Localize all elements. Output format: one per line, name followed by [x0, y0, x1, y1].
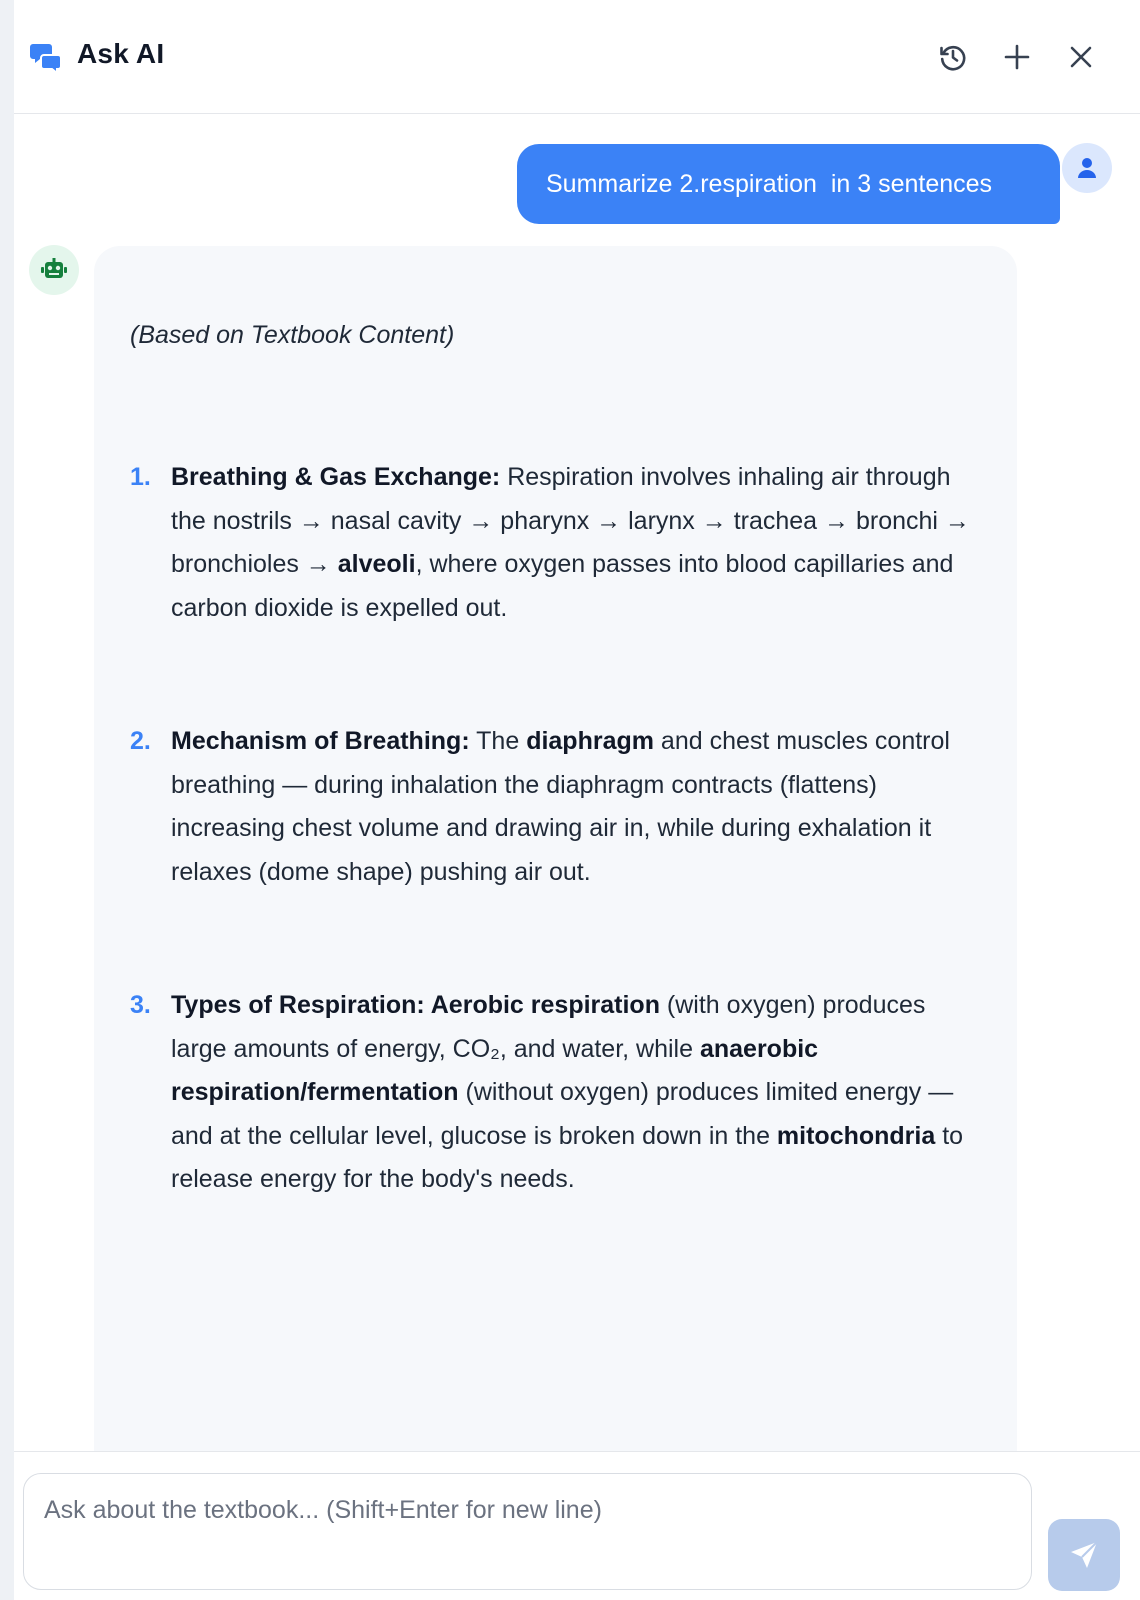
item-text — [171, 720, 981, 894]
plus-icon — [1001, 41, 1033, 73]
chat-messages[interactable] — [14, 115, 1140, 1451]
send-icon — [1067, 1538, 1101, 1572]
user-message: Summarize 2.respiration in 3 sentences — [517, 144, 1060, 224]
bold-text: Types of Respiration: Aerobic respiration — [171, 991, 660, 1019]
close-button[interactable] — [1061, 37, 1101, 77]
text-segment: (without oxygen) produces limited energy — and at the cellular level, glucose is broken down in the — [171, 1078, 954, 1150]
user-avatar — [1062, 143, 1112, 193]
history-button[interactable] — [933, 37, 973, 77]
input-area — [14, 1451, 1140, 1600]
bold-text: mitochondria — [776, 1121, 936, 1150]
item-number: 2. — [130, 727, 151, 755]
text-segment: The — [469, 727, 527, 755]
text-segment: and chest muscles control breathing — during inhalation the diaphragm contracts (flattens) increasing chest volume and drawing air in, while during exhalation it relaxes (dome shape) pushing air out. — [171, 727, 950, 886]
user-icon — [1076, 156, 1098, 180]
assistant-message — [94, 246, 1017, 1451]
bold-text: anaerobic respiration/fermentation — [171, 1034, 819, 1106]
text-segment: , where oxygen passes into blood capillaries and carbon dioxide is expelled out. — [171, 550, 954, 622]
bold-text: Mechanism of Breathing: — [171, 727, 470, 755]
text-segment: Respiration involves inhaling air through the nostrils → nasal cavity → pharynx → larynx → trachea → bronchi → bronchioles → — [171, 463, 970, 578]
robot-icon — [39, 257, 69, 283]
chat-bubbles-icon — [30, 40, 64, 74]
new-chat-button[interactable] — [997, 37, 1037, 77]
text-segment: to release energy for the body's needs. — [171, 1121, 964, 1193]
ask-ai-panel — [14, 0, 1140, 1600]
item-text — [171, 456, 981, 630]
item-number: 1. — [130, 463, 151, 491]
item-number: 3. — [130, 991, 151, 1019]
panel-title: Ask AI — [77, 38, 165, 69]
bold-text: diaphragm — [526, 727, 654, 755]
assistant-avatar — [29, 245, 79, 295]
item-text — [171, 984, 981, 1202]
bold-text: Breathing & Gas Exchange: — [171, 463, 501, 491]
text-segment: (with oxygen) produces large amounts of energy, CO₂, and water, while — [171, 991, 926, 1063]
message-input[interactable] — [23, 1473, 1032, 1590]
header — [14, 0, 1140, 114]
history-icon — [937, 41, 969, 73]
close-icon — [1065, 41, 1097, 73]
bold-text: alveoli — [337, 550, 416, 578]
send-button[interactable] — [1048, 1519, 1120, 1591]
source-note: (Based on Textbook Content) — [130, 321, 455, 349]
